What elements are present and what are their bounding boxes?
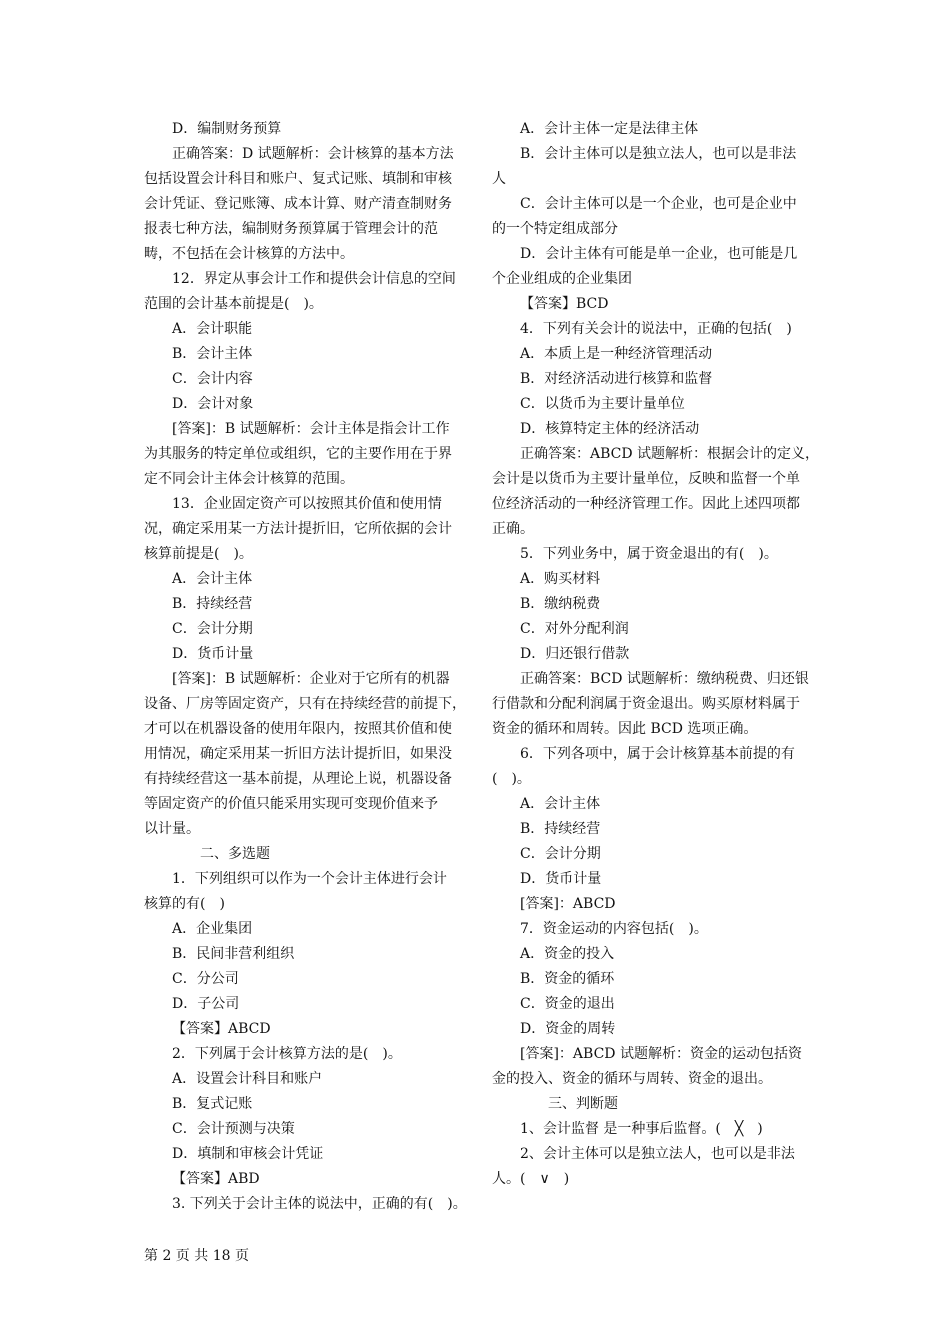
text-line: 行借款和分配利润属于资金退出。购买原材料属于 <box>492 696 800 712</box>
text-line: 的一个特定组成部分 <box>492 221 618 237</box>
text-line: A．会计职能 <box>172 321 253 337</box>
text-line: [答案]：ABCD <box>520 896 616 912</box>
text-line: C．会计分期 <box>172 621 253 637</box>
text-line: [答案]：B 试题解析：会计主体是指会计工作 <box>172 421 450 437</box>
text-line: 会计凭证、登记账簿、成本计算、财产清查制财务 <box>144 196 452 212</box>
text-line: 人。( ∨ ) <box>492 1171 570 1187</box>
text-line: B．对经济活动进行核算和监督 <box>520 371 713 387</box>
text-line: B．民间非营利组织 <box>172 946 295 962</box>
text-line: A．企业集团 <box>172 921 253 937</box>
text-line: 况，确定采用某一方法计提折旧，它所依据的会计 <box>144 521 452 537</box>
text-line: 1、会计监督 是一种事后监督。( ╳ ) <box>520 1121 763 1137</box>
text-line: C．以货币为主要计量单位 <box>520 396 685 412</box>
text-line: 2．下列属于会计核算方法的是( )。 <box>172 1046 402 1062</box>
text-line: 报表七种方法，编制财务预算属于管理会计的范 <box>144 221 438 237</box>
text-line: 设备、厂房等固定资产，只有在持续经营的前提下， <box>144 696 466 712</box>
text-line: C．会计分期 <box>520 846 601 862</box>
text-line: 正确答案：D 试题解析：会计核算的基本方法 <box>172 146 454 162</box>
text-line: 范围的会计基本前提是( )。 <box>144 296 323 312</box>
text-line: B．缴纳税费 <box>520 596 601 612</box>
text-line: 等固定资产的价值只能采用实现可变现价值来予 <box>144 796 438 812</box>
text-line: 会计是以货币为主要计量单位，反映和监督一个单 <box>492 471 800 487</box>
text-line: C．对外分配利润 <box>520 621 629 637</box>
text-line: D．货币计量 <box>520 871 602 887</box>
text-line: B．会计主体 <box>172 346 253 362</box>
text-line: B．会计主体可以是独立法人，也可以是非法 <box>520 146 797 162</box>
text-line: C．会计预测与决策 <box>172 1121 295 1137</box>
text-line: 才可以在机器设备的使用年限内，按照其价值和使 <box>144 721 452 737</box>
text-line: 12．界定从事会计工作和提供会计信息的空间 <box>172 271 456 287</box>
text-line: 定不同会计主体会计核算的范围。 <box>144 471 354 487</box>
text-line: 【答案】BCD <box>520 296 609 312</box>
text-line: D．子公司 <box>172 996 240 1012</box>
page-footer: 第 2 页 共 18 页 <box>144 1248 249 1264</box>
text-line: C．资金的退出 <box>520 996 615 1012</box>
text-line: 二、多选题 <box>200 846 270 862</box>
text-line: 有持续经营这一基本前提，从理论上说，机器设备 <box>144 771 452 787</box>
text-line: D．会计对象 <box>172 396 254 412</box>
text-line: 个企业组成的企业集团 <box>492 271 632 287</box>
text-line: A．资金的投入 <box>520 946 615 962</box>
text-line: A．设置会计科目和账户 <box>172 1071 323 1087</box>
text-line: D．填制和审核会计凭证 <box>172 1146 324 1162</box>
text-line: 3. 下列关于会计主体的说法中，正确的有( )。 <box>172 1196 467 1212</box>
text-line: A．会计主体一定是法律主体 <box>520 121 699 137</box>
right-column <box>492 117 820 1192</box>
text-line: 【答案】ABCD <box>172 1021 271 1037</box>
text-line: 畴，不包括在会计核算的方法中。 <box>144 246 354 262</box>
text-line: B．持续经营 <box>520 821 601 837</box>
text-line: B．复式记账 <box>172 1096 253 1112</box>
text-line: D．资金的周转 <box>520 1021 616 1037</box>
text-line: B．持续经营 <box>172 596 253 612</box>
text-line: 金的投入、资金的循环与周转、资金的退出。 <box>492 1071 772 1087</box>
text-line: 7．资金运动的内容包括( )。 <box>520 921 708 937</box>
text-line: A．会计主体 <box>172 571 253 587</box>
text-line: 正确答案：ABCD 试题解析：根据会计的定义， <box>520 446 820 462</box>
text-line: 核算的有( ) <box>144 896 225 912</box>
text-line: 正确。 <box>492 521 534 537</box>
text-line: 正确答案：BCD 试题解析：缴纳税费、归还银 <box>520 671 809 687</box>
text-line: C．分公司 <box>172 971 239 987</box>
text-line: D．货币计量 <box>172 646 254 662</box>
text-line: D．编制财务预算 <box>172 121 282 137</box>
text-line: B．资金的循环 <box>520 971 615 987</box>
text-line: 人 <box>492 171 506 187</box>
text-line: 【答案】ABD <box>172 1171 260 1187</box>
text-line: [答案]：B 试题解析：企业对于它所有的机器 <box>172 671 450 687</box>
text-line: 用情况，确定采用某一折旧方法计提折旧，如果没 <box>144 746 452 762</box>
text-line: 6．下列各项中，属于会计核算基本前提的有 <box>520 746 795 762</box>
text-line: 13．企业固定资产可以按照其价值和使用情 <box>172 496 442 512</box>
text-line: D．归还银行借款 <box>520 646 630 662</box>
text-line: A．购买材料 <box>520 571 601 587</box>
text-line: 2、会计主体可以是独立法人，也可以是非法 <box>520 1146 795 1162</box>
text-line: D．核算特定主体的经济活动 <box>520 421 700 437</box>
text-line: 以计量。 <box>144 821 200 837</box>
text-line: A．本质上是一种经济管理活动 <box>520 346 713 362</box>
text-line: 位经济活动的一种经济管理工作。因此上述四项都 <box>492 496 800 512</box>
text-line: [答案]：ABCD 试题解析：资金的运动包括资 <box>520 1046 802 1062</box>
text-line: 4．下列有关会计的说法中，正确的包括( ) <box>520 321 792 337</box>
text-line: 5．下列业务中，属于资金退出的有( )。 <box>520 546 778 562</box>
text-line: A．会计主体 <box>520 796 601 812</box>
text-line: C．会计内容 <box>172 371 253 387</box>
text-line: 资金的循环和周转。因此 BCD 选项正确。 <box>492 721 758 737</box>
text-line: D．会计主体有可能是单一企业，也可能是几 <box>520 246 798 262</box>
text-line: 三、判断题 <box>548 1096 618 1112</box>
text-line: 包括设置会计科目和账户、复式记账、填制和审核 <box>144 171 452 187</box>
text-line: 1．下列组织可以作为一个会计主体进行会计 <box>172 871 447 887</box>
text-line: C．会计主体可以是一个企业，也可是企业中 <box>520 196 797 212</box>
text-line: 核算前提是( )。 <box>144 546 253 562</box>
text-line: 为其服务的特定单位或组织，它的主要作用在于界 <box>144 446 452 462</box>
text-line: ( )。 <box>492 771 531 787</box>
left-column <box>144 117 467 1217</box>
